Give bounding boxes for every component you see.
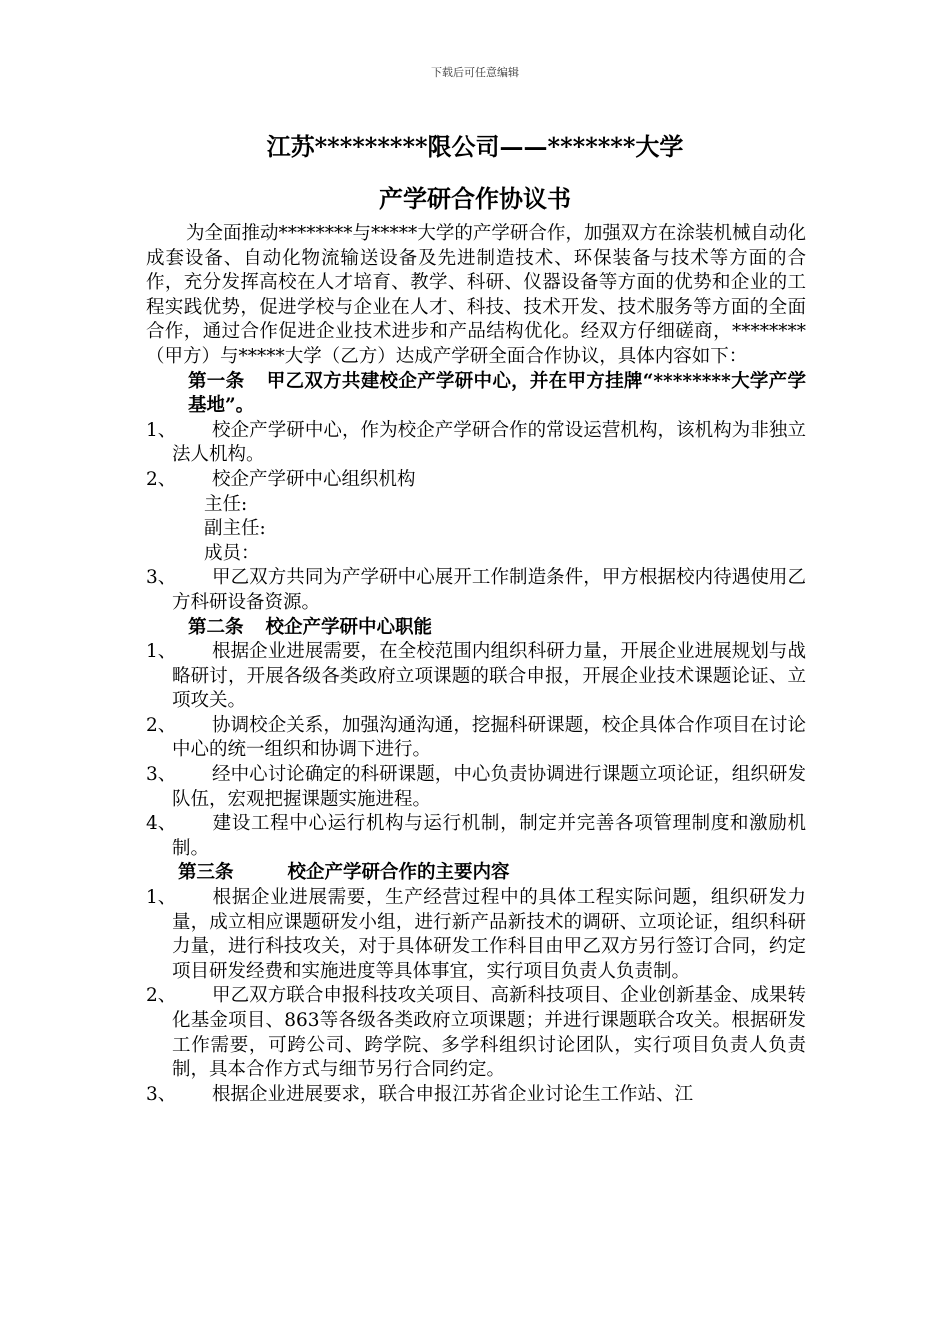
item-text: 校企产学研中心组织机构	[212, 468, 416, 490]
article1-heading	[146, 370, 806, 419]
item-text: 根据企业进展要求，联合申报江苏省企业讨论生工作站、江	[212, 1083, 694, 1105]
article3-title: 校企产学研合作的主要内容	[287, 862, 510, 884]
item-number: 1、	[146, 419, 177, 441]
item-number: 1、	[146, 887, 177, 909]
item-text: 经中心讨论确定的科研课题，中心负责协调进行课题立项论证，组织研发队伍，宏观把握课题实施进程。	[172, 764, 806, 810]
article3-item-1	[146, 886, 806, 984]
item-number: 2、	[146, 985, 177, 1007]
article3-item-3	[146, 1083, 806, 1108]
article2-item-1	[146, 640, 806, 714]
document-title-line1: 江苏*********限公司——*******大学	[266, 132, 684, 161]
article1-item-2	[146, 468, 806, 493]
item-number: 2、	[146, 714, 177, 736]
item-text: 根据企业进展需要，生产经营过程中的具体工程实际问题，组织研发力量，成立相应课题研发小组，进行新产品新技术的调研、立项论证，组织科研力量，进行科技攻关，对于具体研发工作科目由甲乙双方另行签订合同，约定项目研发经费和实施进度等具体事宜，实行项目负责人负责制。	[172, 887, 806, 982]
article3-label: 第三条	[178, 862, 234, 884]
item-number: 2、	[146, 468, 177, 490]
article3-heading	[146, 861, 806, 886]
document-body	[146, 222, 806, 1107]
article2-label: 第二条	[188, 616, 244, 638]
article1-item-1	[146, 419, 806, 468]
article2-heading	[146, 616, 806, 641]
article2-item-3	[146, 763, 806, 812]
article1-item-3	[146, 566, 806, 615]
header-note: 下载后可任意编辑	[431, 66, 519, 79]
item-text: 甲乙双方共同为产学研中心展开工作制造条件，甲方根据校内待遇使用乙方科研设备资源。	[172, 567, 806, 613]
item-text: 建设工程中心运行机构与运行机制，制定并完善各项管理制度和激励机制。	[172, 813, 806, 859]
item-number: 1、	[146, 641, 177, 663]
article1-title: 甲乙双方共建校企产学研中心，并在甲方挂牌“********大学产学基地”。	[188, 370, 806, 417]
item-text: 校企产学研中心，作为校企产学研合作的常设运营机构，该机构为非独立法人机构。	[172, 419, 806, 466]
article2-item-4	[146, 812, 806, 861]
article1-label: 第一条	[188, 370, 245, 392]
item-number: 3、	[146, 567, 177, 589]
item-text: 协调校企关系，加强沟通沟通，挖掘科研课题，校企具体合作项目在讨论中心的统一组织和协调下进行。	[172, 714, 806, 761]
item-text: 甲乙双方联合申报科技攻关项目、高新科技项目、企业创新基金、成果转化基金项目、863等各级各类政府立项课题；并进行课题联合攻关。根据研发工作需要，可跨公司、跨学院、多学科组织讨论团队，实行项目负责人负责制，具本合作方式与细节另行合同约定。	[172, 985, 806, 1081]
document-title-line2: 产学研合作协议书	[379, 184, 571, 213]
article2-item-2	[146, 714, 806, 763]
role-deputy-director: 副主任:	[204, 518, 266, 540]
item-number: 4、	[146, 813, 177, 835]
article2-title: 校企产学研中心职能	[265, 616, 433, 638]
role-director: 主任:	[204, 493, 248, 515]
role-members: 成员：	[204, 542, 260, 564]
item-text: 根据企业进展需要，在全校范围内组织科研力量，开展企业进展规划与战略研讨，开展各级各类政府立项课题的联合申报，开展企业技术课题论证、立项攻关。	[172, 641, 806, 712]
item-number: 3、	[146, 764, 177, 786]
article3-item-2	[146, 984, 806, 1082]
intro-paragraph: 为全面推动********与*****大学的产学研合作，加强双方在涂装机械自动化成套设备、自动化物流输送设备及先进制造技术、环保装备与技术等方面的合作，充分发挥高校在人才培育、教学、科研、仪器设备等方面的优势和企业的工程实践优势，促进学校与企业在人才、科技、技术开发、技术服务等方面的全面合作，通过合作促进企业技术进步和产品结构优化。经双方仔细磋商，********（甲方）与*****大学（乙方）达成产学研全面合作协议，具体内容如下：	[146, 223, 806, 367]
item-number: 3、	[146, 1083, 177, 1105]
